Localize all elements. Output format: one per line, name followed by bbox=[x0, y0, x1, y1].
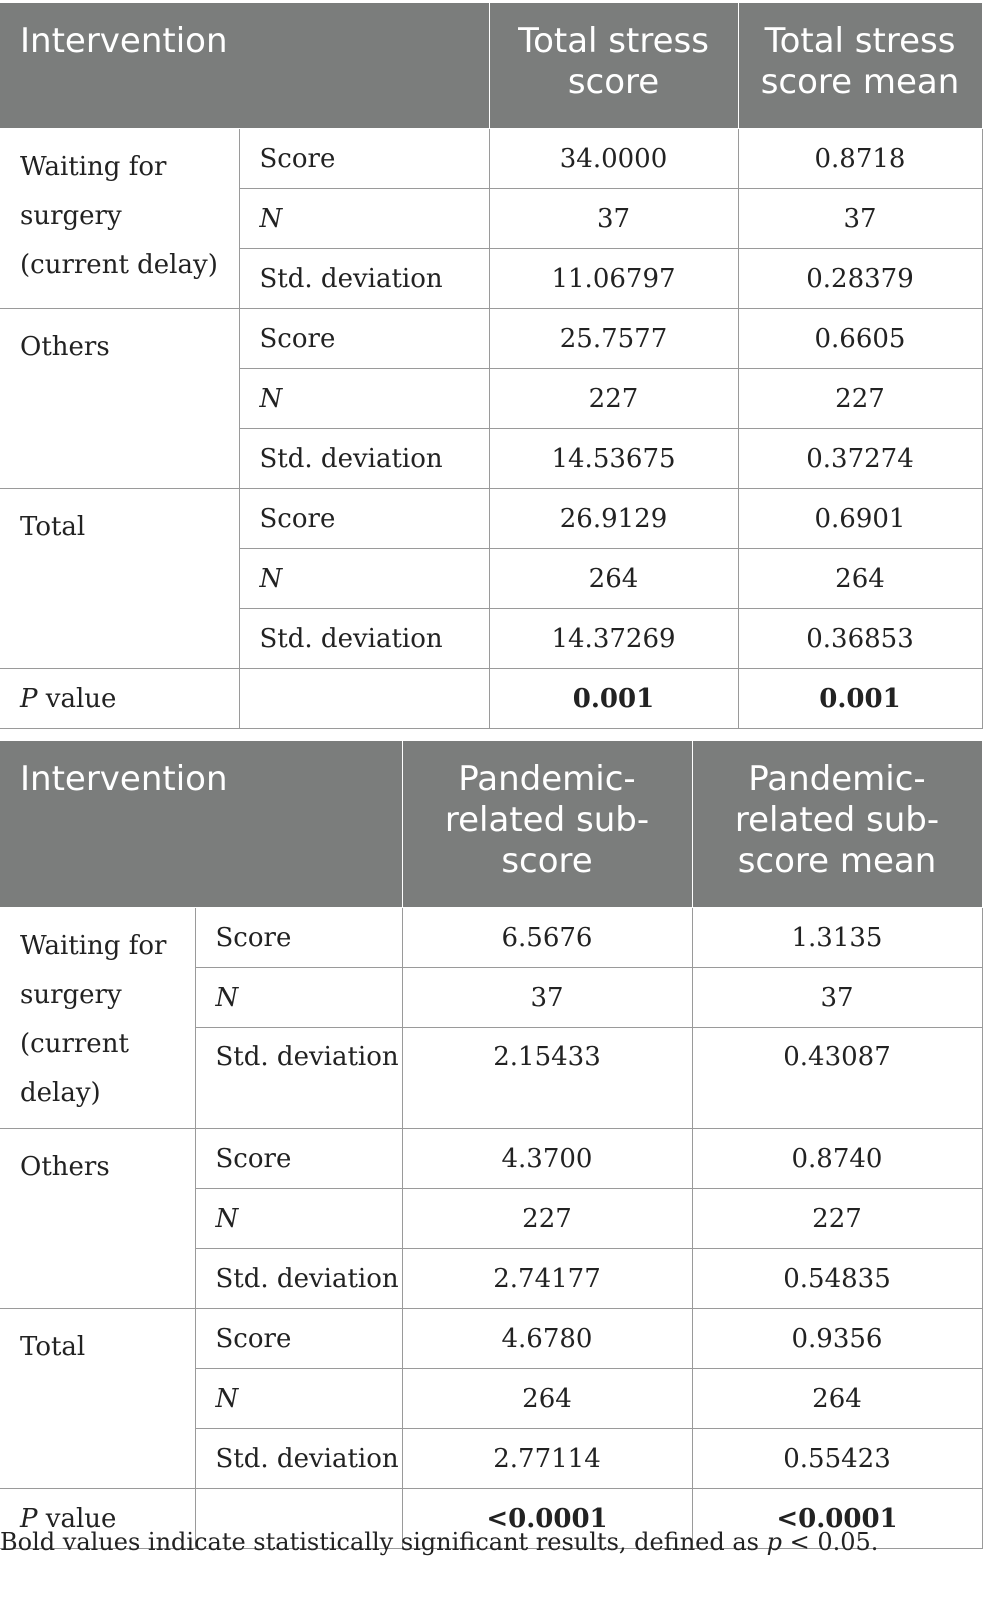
p-symbol: P bbox=[20, 683, 38, 714]
table-header-row bbox=[0, 741, 982, 908]
p-label-rest: value bbox=[37, 683, 117, 714]
value-cell: 264 bbox=[738, 549, 982, 609]
header-pandemic-subscore-mean: Pandemic-related sub-score mean bbox=[692, 741, 982, 908]
stat-label: Score bbox=[195, 1129, 402, 1189]
table-row bbox=[0, 489, 982, 549]
header-pandemic-subscore: Pandemic-related sub-score bbox=[402, 741, 692, 908]
header-total-stress-score: Total stress score bbox=[489, 3, 738, 129]
group-label: Total bbox=[0, 489, 239, 669]
value-cell: 14.37269 bbox=[489, 609, 738, 669]
group-label: Others bbox=[0, 1129, 195, 1309]
stat-label: Std. deviation bbox=[239, 609, 489, 669]
value-cell: 34.0000 bbox=[489, 129, 738, 189]
value-cell: 4.3700 bbox=[402, 1129, 692, 1189]
stat-label: N bbox=[239, 369, 489, 429]
group-label: Waiting for surgery (current delay) bbox=[0, 908, 195, 1129]
value-cell: 0.54835 bbox=[692, 1249, 982, 1309]
stat-label: N bbox=[239, 549, 489, 609]
value-cell: 2.74177 bbox=[402, 1249, 692, 1309]
value-cell: 227 bbox=[402, 1189, 692, 1249]
p-symbol: P bbox=[20, 1503, 38, 1534]
value-cell: 0.8718 bbox=[738, 129, 982, 189]
value-cell: 227 bbox=[489, 369, 738, 429]
value-cell: 26.9129 bbox=[489, 489, 738, 549]
group-label: Others bbox=[0, 309, 239, 489]
pandemic-subscore-table bbox=[0, 741, 983, 1549]
stat-label: N bbox=[195, 1369, 402, 1429]
value-cell: 37 bbox=[402, 968, 692, 1028]
group-label: Total bbox=[0, 1309, 195, 1489]
p-value-cell: 0.001 bbox=[738, 669, 982, 729]
value-cell: 264 bbox=[692, 1369, 982, 1429]
table-row bbox=[0, 1309, 982, 1369]
p-value-label bbox=[0, 669, 239, 729]
value-cell: 0.43087 bbox=[692, 1028, 982, 1129]
value-cell: 2.77114 bbox=[402, 1429, 692, 1489]
stat-label: Score bbox=[195, 908, 402, 968]
p-value-cell: <0.0001 bbox=[402, 1489, 692, 1549]
empty-cell bbox=[239, 669, 489, 729]
group-label: Waiting for surgery (current delay) bbox=[0, 129, 239, 309]
stat-label: Std. deviation bbox=[195, 1249, 402, 1309]
table-row bbox=[0, 908, 982, 968]
value-cell: 227 bbox=[692, 1189, 982, 1249]
value-cell: 6.5676 bbox=[402, 908, 692, 968]
p-value-cell: 0.001 bbox=[489, 669, 738, 729]
value-cell: 11.06797 bbox=[489, 249, 738, 309]
stat-label: N bbox=[239, 189, 489, 249]
header-intervention: Intervention bbox=[0, 3, 489, 129]
stat-label: Std. deviation bbox=[239, 249, 489, 309]
p-label-rest: value bbox=[37, 1503, 117, 1534]
stress-score-table bbox=[0, 3, 983, 729]
table-header-row bbox=[0, 3, 982, 129]
footnote-text: Bold values indicate statistically significant results, defined as bbox=[0, 1528, 767, 1556]
value-cell: 1.3135 bbox=[692, 908, 982, 968]
stat-label: Score bbox=[239, 129, 489, 189]
table-footnote bbox=[0, 1528, 878, 1556]
header-total-stress-score-mean: Total stress score mean bbox=[738, 3, 982, 129]
value-cell: 264 bbox=[402, 1369, 692, 1429]
stat-label: Score bbox=[195, 1309, 402, 1369]
value-cell: 0.6605 bbox=[738, 309, 982, 369]
stat-label: N bbox=[195, 1189, 402, 1249]
footnote-p-symbol: p bbox=[766, 1528, 782, 1556]
header-intervention: Intervention bbox=[0, 741, 402, 908]
stat-label: Score bbox=[239, 489, 489, 549]
value-cell: 0.6901 bbox=[738, 489, 982, 549]
value-cell: 0.37274 bbox=[738, 429, 982, 489]
value-cell: 14.53675 bbox=[489, 429, 738, 489]
stat-label: Score bbox=[239, 309, 489, 369]
stat-label: Std. deviation bbox=[195, 1429, 402, 1489]
stat-label: Std. deviation bbox=[239, 429, 489, 489]
value-cell: 37 bbox=[489, 189, 738, 249]
stat-label: N bbox=[195, 968, 402, 1028]
value-cell: 37 bbox=[692, 968, 982, 1028]
table-row bbox=[0, 309, 982, 369]
p-value-cell: <0.0001 bbox=[692, 1489, 982, 1549]
stat-label: Std. deviation bbox=[195, 1028, 402, 1129]
value-cell: 0.9356 bbox=[692, 1309, 982, 1369]
value-cell: 227 bbox=[738, 369, 982, 429]
value-cell: 0.28379 bbox=[738, 249, 982, 309]
footnote-threshold: < 0.05. bbox=[782, 1528, 879, 1556]
value-cell: 0.55423 bbox=[692, 1429, 982, 1489]
value-cell: 37 bbox=[738, 189, 982, 249]
value-cell: 4.6780 bbox=[402, 1309, 692, 1369]
value-cell: 2.15433 bbox=[402, 1028, 692, 1129]
value-cell: 264 bbox=[489, 549, 738, 609]
value-cell: 25.7577 bbox=[489, 309, 738, 369]
table-row bbox=[0, 1129, 982, 1189]
p-value-row bbox=[0, 669, 982, 729]
value-cell: 0.36853 bbox=[738, 609, 982, 669]
value-cell: 0.8740 bbox=[692, 1129, 982, 1189]
table-row bbox=[0, 129, 982, 189]
